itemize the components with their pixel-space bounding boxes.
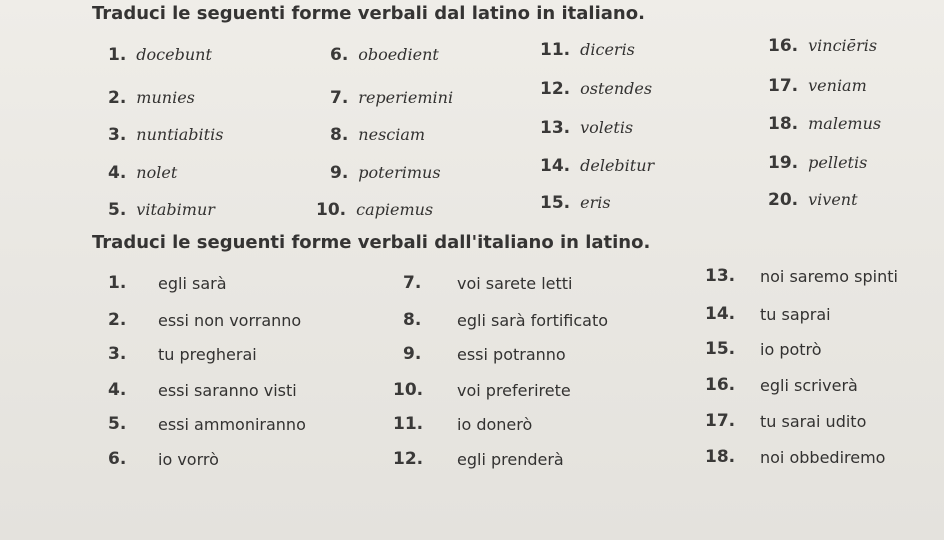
latin-item-17: 17. veniam [768,76,867,96]
italian-item-18: 18. noi obbediremo [705,447,886,467]
italian-item-6: 6. io vorrò [108,449,219,469]
italian-item-5: 5. essi ammoniranno [108,414,306,434]
latin-item-16: 16. vinciēris [768,36,878,56]
latin-item-14: 14. delebitur [540,156,655,176]
italian-item-4: 4. essi saranno visti [108,380,297,400]
latin-item-20: 20. vivent [768,190,858,210]
italian-item-7: 7. voi sarete letti [403,273,573,293]
italian-item-12: 12. egli prenderà [393,449,564,469]
latin-item-4: 4. nolet [108,163,178,183]
section1-heading: Traduci le seguenti forme verbali dal latino in italiano. [92,3,645,24]
latin-item-10: 10. capiemus [316,200,434,220]
italian-item-17: 17. tu sarai udito [705,411,867,431]
italian-item-16: 16. egli scriverà [705,375,858,395]
latin-item-5: 5. vitabimur [108,200,215,220]
italian-item-1: 1. egli sarà [108,273,227,293]
italian-item-2: 2. essi non vorranno [108,310,302,330]
italian-item-14: 14. tu saprai [705,304,831,324]
italian-item-3: 3. tu pregherai [108,344,257,364]
latin-item-2: 2. munies [108,88,195,108]
latin-item-18: 18. malemus [768,114,882,134]
latin-item-9: 9. poterimus [330,163,441,183]
italian-item-9: 9. essi potranno [403,344,566,364]
italian-item-15: 15. io potrò [705,339,822,359]
latin-item-13: 13. voletis [540,118,634,138]
latin-item-3: 3. nuntiabitis [108,125,224,145]
latin-item-6: 6. oboedient [330,45,439,65]
latin-item-8: 8. nesciam [330,125,426,145]
latin-item-7: 7. reperiemini [330,88,454,108]
latin-item-1: 1. docebunt [108,45,212,65]
italian-item-11: 11. io donerò [393,414,533,434]
latin-item-11: 11. diceris [540,40,635,60]
italian-item-8: 8. egli sarà fortificato [403,310,609,330]
latin-item-15: 15. eris [540,193,611,213]
section2-heading: Traduci le seguenti forme verbali dall'italiano in latino. [92,232,651,253]
italian-item-13: 13. noi saremo spinti [705,266,898,286]
latin-item-12: 12. ostendes [540,79,653,99]
italian-item-10: 10. voi preferirete [393,380,571,400]
latin-item-19: 19. pelletis [768,153,868,173]
